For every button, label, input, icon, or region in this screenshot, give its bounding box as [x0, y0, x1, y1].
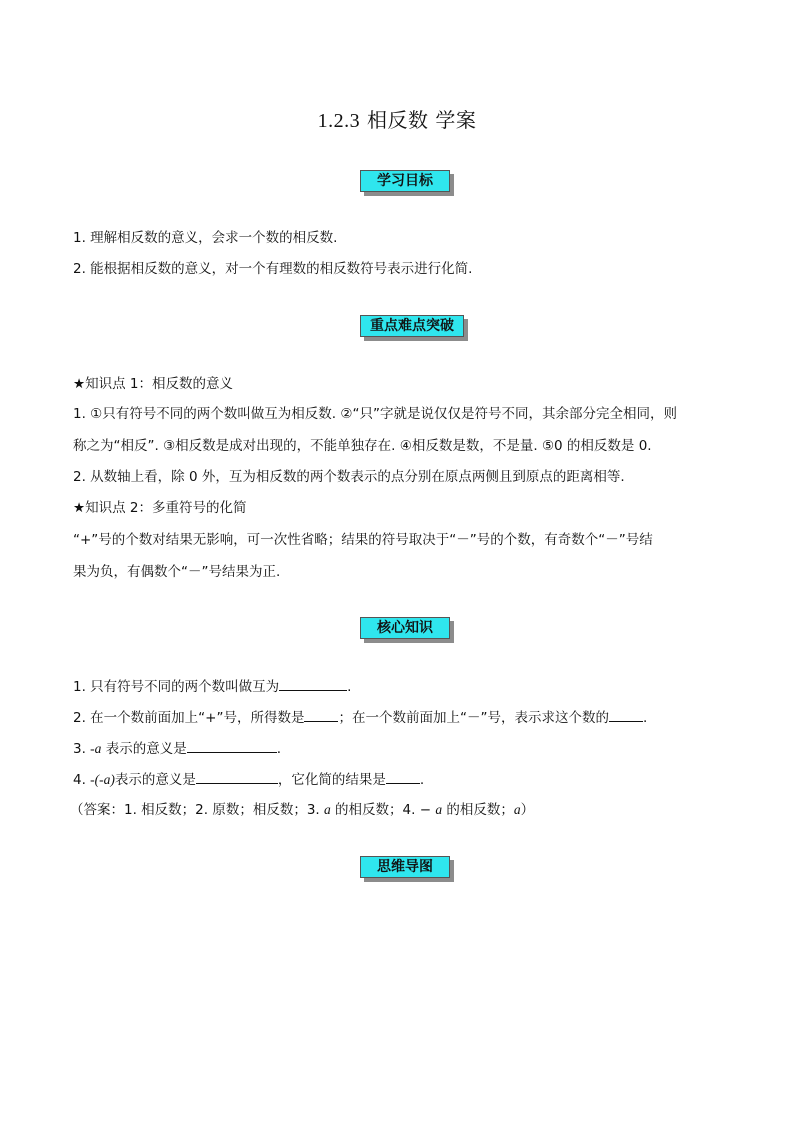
- q4-end: .: [419, 772, 425, 788]
- q2-text: 2. 在一个数前面加上“+”号，所得数是: [73, 710, 305, 726]
- point1-title: ★知识点 1：相反数的意义: [73, 376, 233, 392]
- answer-var-1: a: [324, 802, 331, 817]
- q2-blank-1[interactable]: [304, 707, 338, 722]
- q3-variable: -a: [90, 741, 102, 756]
- title-number: 1.2.3: [317, 110, 361, 132]
- q1-end: .: [347, 679, 352, 695]
- q4-text-mid: ，它化简的结果是: [277, 772, 386, 788]
- q4-number: 4.: [73, 772, 91, 788]
- q2-text-mid: ；在一个数前面加上“－”号，表示求这个数的: [338, 710, 609, 726]
- q4-blank-1[interactable]: [196, 769, 278, 784]
- answer-text-mid2: 的相反数；: [442, 802, 514, 818]
- answer-text-mid: 的相反数；4. −: [330, 802, 436, 818]
- answer-end: ）: [520, 802, 535, 818]
- section-label-key-points: 重点难点突破: [360, 315, 464, 337]
- goal-item-1: 1. 理解相反数的意义，会求一个数的相反数.: [73, 230, 338, 246]
- q3-end: .: [276, 741, 282, 757]
- answer-line: [70, 800, 720, 820]
- q1-text: 1. 只有符号不同的两个数叫做互为: [73, 679, 280, 695]
- core-question-2: [73, 707, 723, 728]
- core-question-3: [73, 738, 723, 759]
- goal-item-2: 2. 能根据相反数的意义，对一个有理数的相反数符号表示进行化简.: [73, 261, 473, 277]
- point1-line-2: 称之为“相反”. ③相反数是成对出现的，不能单独存在. ④相反数是数，不是量. ⑤0 的相反数是 0.: [73, 438, 652, 454]
- q2-blank-2[interactable]: [609, 707, 643, 722]
- point2-line-1: “+”号的个数对结果无影响，可一次性省略；结果的符号取决于“－”号的个数，有奇数个“－”号结: [73, 532, 653, 548]
- answer-var-3: a: [513, 802, 521, 817]
- section-label-goals: 学习目标: [360, 170, 450, 192]
- q4-variable: -(-a): [90, 772, 115, 787]
- point2-title: ★知识点 2：多重符号的化简: [73, 500, 247, 516]
- q3-text: 表示的意义是: [101, 741, 187, 757]
- point1-line-3: 2. 从数轴上看，除 0 外，互为相反数的两个数表示的点分别在原点两侧且到原点的距离相等.: [73, 469, 625, 485]
- q3-number: 3.: [73, 741, 91, 757]
- q4-text: 表示的意义是: [114, 772, 196, 788]
- title-text: 相反数 学案: [367, 108, 477, 132]
- point2-line-2: 果为负，有偶数个“－”号结果为正.: [73, 564, 281, 580]
- core-question-1: [73, 676, 723, 697]
- q2-end: .: [642, 710, 648, 726]
- q4-blank-2[interactable]: [386, 769, 420, 784]
- section-label-mind-map: 思维导图: [360, 856, 450, 878]
- page-title: [0, 104, 794, 133]
- q1-blank[interactable]: [279, 676, 347, 691]
- answer-var-2: a: [435, 802, 443, 817]
- core-question-4: [73, 769, 723, 790]
- q3-blank[interactable]: [187, 738, 277, 753]
- section-label-core: 核心知识: [360, 617, 450, 639]
- point1-line-1: 1. ①只有符号不同的两个数叫做互为相反数. ②“只”字就是说仅仅是符号不同，其余部分完全相同，则: [73, 406, 677, 422]
- answer-text: （答案：1. 相反数；2. 原数；相反数；3.: [70, 802, 325, 818]
